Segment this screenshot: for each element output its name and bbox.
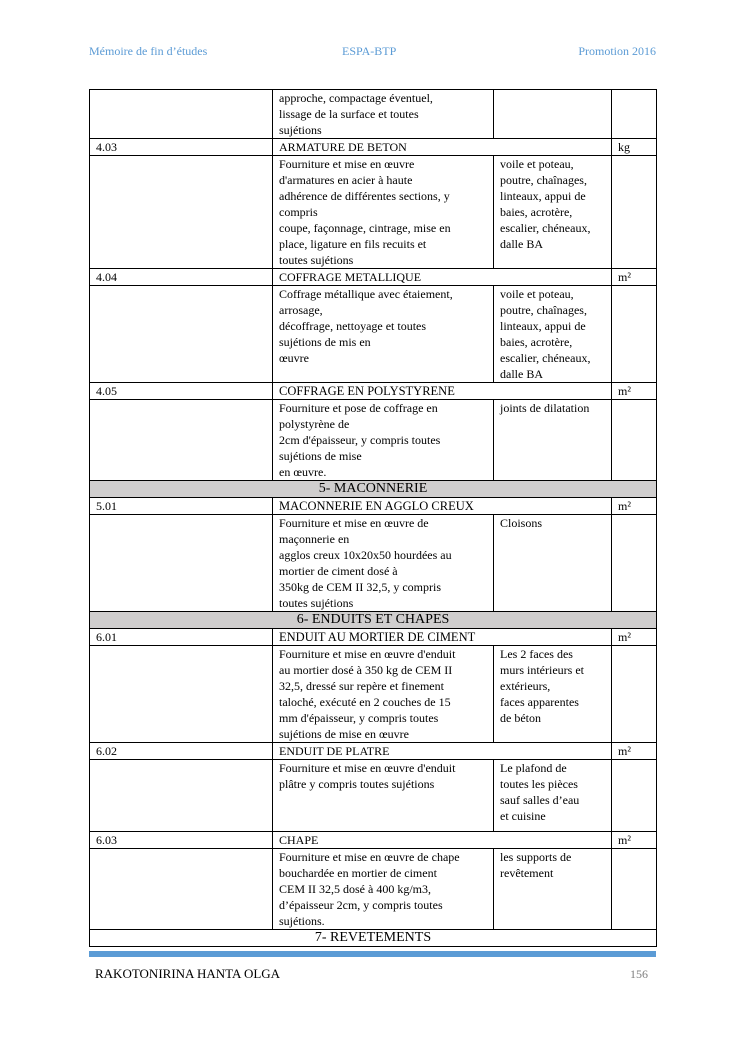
description-cell: Fourniture et mise en œuvre d'armatures en acier à haute adhérence de différentes sections, y compris coupe, façonnage, cintrage, mise en place, ligature en fils recuits et toutes sujétions bbox=[273, 156, 494, 269]
table-row bbox=[90, 269, 657, 286]
unit-cell bbox=[612, 515, 657, 612]
section-header-row bbox=[90, 481, 657, 498]
header-school: ESPA-BTP bbox=[342, 44, 397, 58]
location-cell: Les 2 faces des murs intérieurs et extérieurs, faces apparentes de béton bbox=[494, 646, 612, 743]
item-code: 6.03 bbox=[90, 832, 273, 849]
item-title: COFFRAGE METALLIQUE bbox=[273, 269, 612, 286]
item-code: 4.04 bbox=[90, 269, 273, 286]
table-row bbox=[90, 498, 657, 515]
page-number: 156 bbox=[630, 967, 648, 981]
unit-cell bbox=[612, 90, 657, 139]
table-row bbox=[90, 832, 657, 849]
table-row bbox=[90, 629, 657, 646]
item-title: CHAPE bbox=[273, 832, 612, 849]
item-unit: m² bbox=[612, 269, 657, 286]
table-row bbox=[90, 743, 657, 760]
footer-divider bbox=[89, 951, 656, 957]
code-cell bbox=[90, 90, 273, 139]
location-cell: voile et poteau, poutre, chaînages, linteaux, appui de baies, acrotère, escalier, chéneaux, dalle BA bbox=[494, 156, 612, 269]
unit-cell bbox=[612, 849, 657, 930]
unit-cell bbox=[612, 646, 657, 743]
section-header-row bbox=[90, 930, 657, 947]
location-cell: voile et poteau, poutre, chaînages, linteaux, appui de baies, acrotère, escalier, chéneaux, dalle BA bbox=[494, 286, 612, 383]
table-row bbox=[90, 286, 657, 383]
item-title: ENDUIT AU MORTIER DE CIMENT bbox=[273, 629, 612, 646]
description-cell: Fourniture et mise en œuvre de maçonnerie en agglos creux 10x20x50 hourdées au mortier de ciment dosé à 350kg de CEM II 32,5, y compris toutes sujétions bbox=[273, 515, 494, 612]
location-cell bbox=[494, 90, 612, 139]
table-row bbox=[90, 90, 657, 139]
item-code: 4.03 bbox=[90, 139, 273, 156]
item-unit: kg bbox=[612, 139, 657, 156]
code-cell bbox=[90, 646, 273, 743]
description-cell: Fourniture et mise en œuvre d'enduit plâtre y compris toutes sujétions bbox=[273, 760, 494, 832]
code-cell bbox=[90, 286, 273, 383]
item-title: ARMATURE DE BETON bbox=[273, 139, 612, 156]
code-cell bbox=[90, 849, 273, 930]
table-row bbox=[90, 139, 657, 156]
code-cell bbox=[90, 760, 273, 832]
code-cell bbox=[90, 400, 273, 481]
section-title: 7- REVETEMENTS bbox=[90, 930, 657, 947]
item-code: 5.01 bbox=[90, 498, 273, 515]
code-cell bbox=[90, 515, 273, 612]
table-row bbox=[90, 383, 657, 400]
item-unit: m² bbox=[612, 832, 657, 849]
item-title: MACONNERIE EN AGGLO CREUX bbox=[273, 498, 612, 515]
section-header-row bbox=[90, 612, 657, 629]
item-unit: m² bbox=[612, 743, 657, 760]
unit-cell bbox=[612, 286, 657, 383]
unit-cell bbox=[612, 156, 657, 269]
item-code: 6.02 bbox=[90, 743, 273, 760]
header-thesis-title: Mémoire de fin d’études bbox=[89, 44, 208, 58]
description-cell: Coffrage métallique avec étaiement, arrosage, décoffrage, nettoyage et toutes sujétions de mis en œuvre bbox=[273, 286, 494, 383]
item-code: 6.01 bbox=[90, 629, 273, 646]
table-row bbox=[90, 646, 657, 743]
code-cell bbox=[90, 156, 273, 269]
item-unit: m² bbox=[612, 383, 657, 400]
table-row bbox=[90, 849, 657, 930]
section-title: 6- ENDUITS ET CHAPES bbox=[90, 612, 657, 629]
unit-cell bbox=[612, 400, 657, 481]
location-cell: Cloisons bbox=[494, 515, 612, 612]
item-unit: m² bbox=[612, 629, 657, 646]
description-cell: Fourniture et mise en œuvre de chape bouchardée en mortier de ciment CEM II 32,5 dosé à 400 kg/m3, d’épaisseur 2cm, y compris toutes sujétions. bbox=[273, 849, 494, 930]
table-row bbox=[90, 760, 657, 832]
footer-author: RAKOTONIRINA HANTA OLGA bbox=[95, 966, 281, 981]
header-promotion: Promotion 2016 bbox=[578, 44, 656, 58]
item-title: COFFRAGE EN POLYSTYRENE bbox=[273, 383, 612, 400]
description-cell: Fourniture et mise en œuvre d'enduit au mortier dosé à 350 kg de CEM II 32,5, dressé sur repère et finement taloché, exécuté en 2 couches de 15 mm d'épaisseur, y compris toutes sujétions de mise en œuvre bbox=[273, 646, 494, 743]
bill-of-quantities-table bbox=[89, 89, 657, 947]
table-row bbox=[90, 400, 657, 481]
item-unit: m² bbox=[612, 498, 657, 515]
location-cell: joints de dilatation bbox=[494, 400, 612, 481]
table-row bbox=[90, 156, 657, 269]
unit-cell bbox=[612, 760, 657, 832]
location-cell: Le plafond de toutes les pièces sauf salles d’eau et cuisine bbox=[494, 760, 612, 832]
description-cell: approche, compactage éventuel, lissage de la surface et toutes sujétions bbox=[273, 90, 494, 139]
location-cell: les supports de revêtement bbox=[494, 849, 612, 930]
description-cell: Fourniture et pose de coffrage en polystyrène de 2cm d'épaisseur, y compris toutes sujétions de mise en œuvre. bbox=[273, 400, 494, 481]
section-title: 5- MACONNERIE bbox=[90, 481, 657, 498]
item-title: ENDUIT DE PLATRE bbox=[273, 743, 612, 760]
item-code: 4.05 bbox=[90, 383, 273, 400]
table-row bbox=[90, 515, 657, 612]
